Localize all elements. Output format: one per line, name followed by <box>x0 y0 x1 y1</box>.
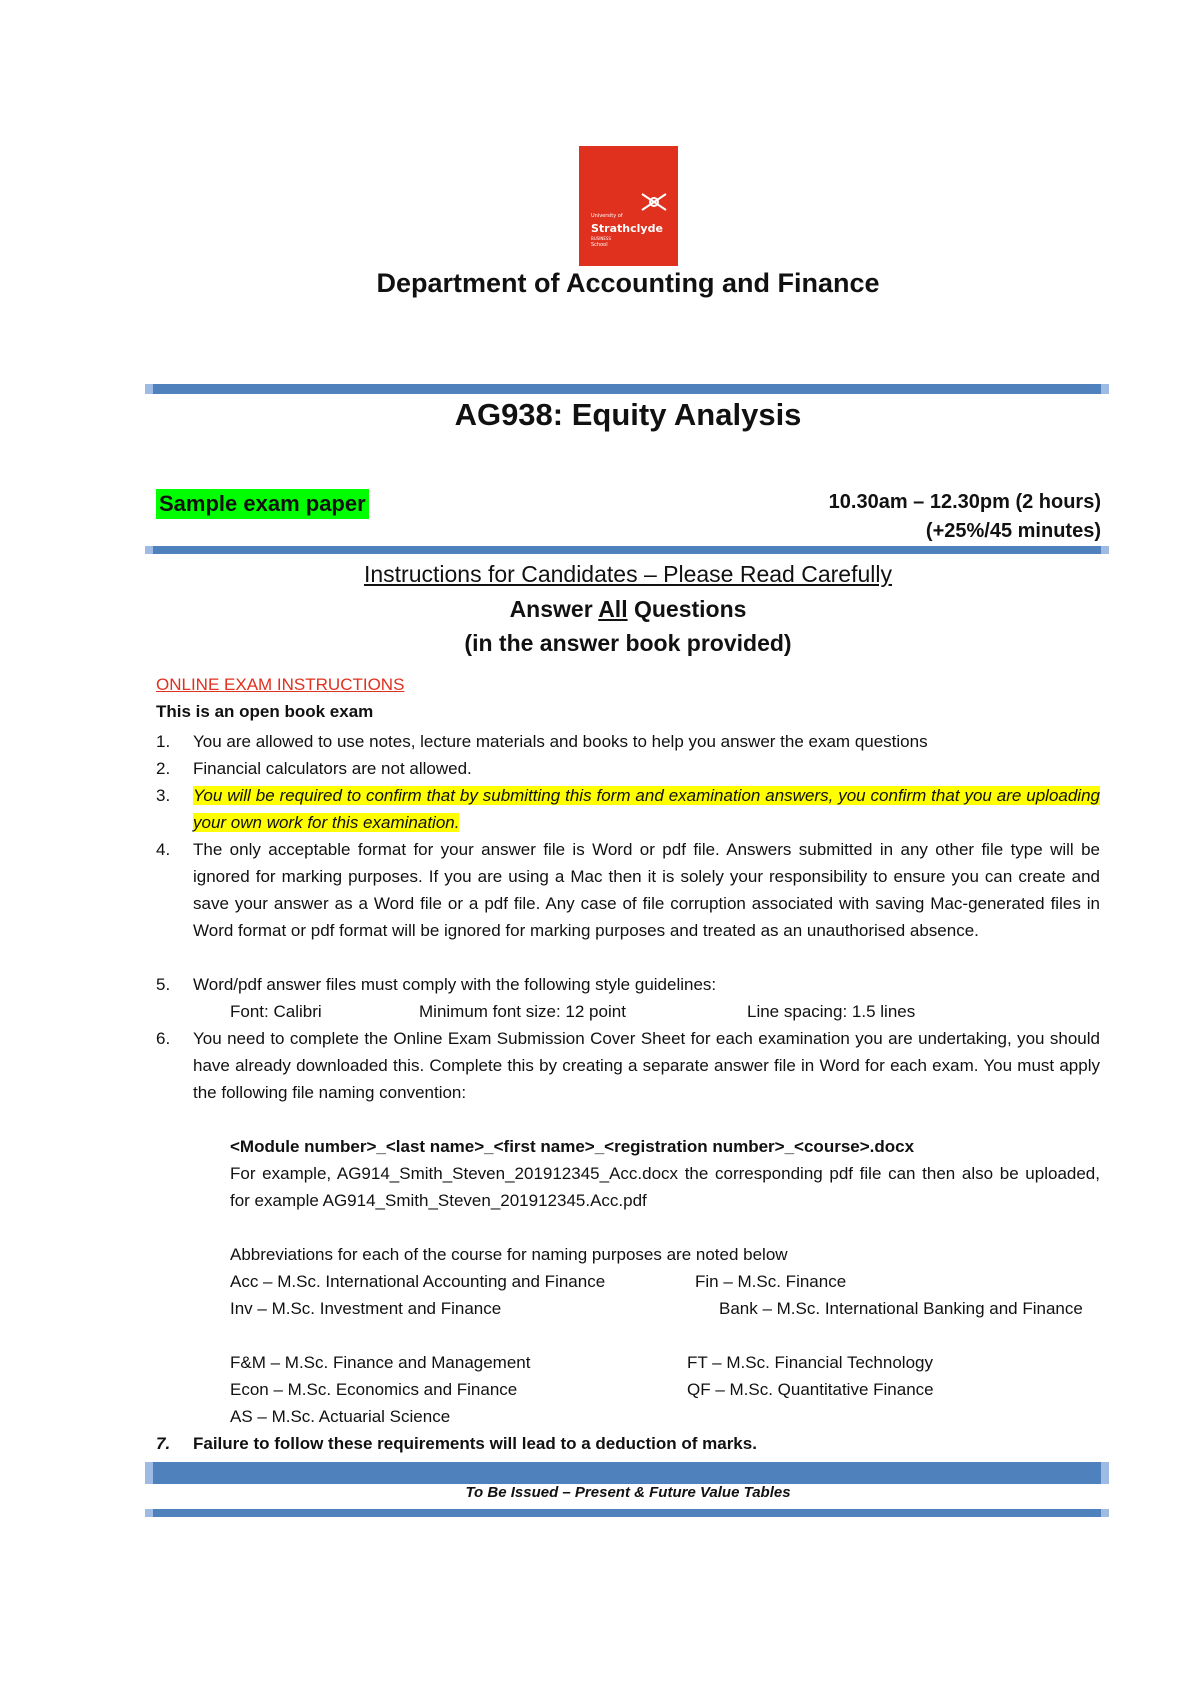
footer-note: To Be Issued – Present & Future Value Tables <box>465 1484 791 1501</box>
item-number: 5. <box>156 975 171 994</box>
abbrev-bank: Bank – M.Sc. International Banking and Finance <box>719 1299 1083 1318</box>
highlighted-text: You will be required to confirm that by submitting this form and examination answers, you confirm that you are uploading your own work for this examination. <box>193 786 1100 832</box>
department-heading: Department of Accounting and Finance <box>376 268 880 298</box>
exam-time <box>829 488 1101 546</box>
answer-suffix: Questions <box>627 596 747 622</box>
instructions-heading: Instructions for Candidates – Please Read Carefully <box>363 561 892 587</box>
instruction-item-highlighted <box>193 782 1100 836</box>
logo-text-strathclyde: Strathclyde <box>591 222 663 235</box>
instruction-item: Financial calculators are not allowed. <box>193 759 472 778</box>
abbrev-inv: Inv – M.Sc. Investment and Finance <box>230 1299 502 1318</box>
instruction-item: You are allowed to use notes, lecture materials and books to help you answer the exam questions <box>193 732 928 751</box>
item-number: 4. <box>156 840 171 859</box>
exam-time-range: 10.30am – 12.30pm (2 hours) <box>828 491 1101 513</box>
abbrev-qf: QF – M.Sc. Quantitative Finance <box>687 1380 934 1399</box>
course-title: AG938: Equity Analysis <box>454 397 802 432</box>
file-naming-example: For example, AG914_Smith_Steven_201912345_Acc.docx the corresponding pdf file can then also be uploaded, for example AG914_Smith_Steven_201912345.Acc.pdf <box>230 1164 1100 1210</box>
answer-prefix: Answer <box>509 596 599 622</box>
item-number: 2. <box>156 759 171 778</box>
abbreviations-intro: Abbreviations for each of the course for naming purposes are noted below <box>230 1245 788 1264</box>
abbrev-fin: Fin – M.Sc. Finance <box>695 1272 847 1291</box>
item-number: 3. <box>156 786 171 805</box>
abbrev-as: AS – M.Sc. Actuarial Science <box>230 1407 451 1426</box>
open-book-note: This is an open book exam <box>156 702 374 721</box>
divider-bar-footer <box>145 1462 1109 1484</box>
sample-exam-label: Sample exam paper <box>156 489 369 519</box>
abbrev-acc: Acc – M.Sc. International Accounting and Finance <box>230 1272 606 1291</box>
style-spacing: Line spacing: 1.5 lines <box>747 1002 916 1021</box>
style-font: Font: Calibri <box>230 1002 322 1021</box>
instruction-item-warning: Failure to follow these requirements will lead to a deduction of marks. <box>193 1434 757 1453</box>
item-number: 1. <box>156 732 171 751</box>
style-min-size: Minimum font size: 12 point <box>419 1002 626 1021</box>
abbrev-econ: Econ – M.Sc. Economics and Finance <box>230 1380 518 1399</box>
item-number: 7. <box>156 1434 171 1453</box>
divider-bar-top <box>145 384 1109 394</box>
abbrev-fm: F&M – M.Sc. Finance and Management <box>230 1353 531 1372</box>
logo-text-school: School <box>591 242 608 248</box>
instruction-item: You need to complete the Online Exam Submission Cover Sheet for each examination you are undertaking, you should have already downloaded this. Complete this by creating a separate answer file in Word for each exam. You must apply the following file naming convention: <box>193 1029 1100 1102</box>
university-logo <box>579 146 678 266</box>
answer-all-emphasis: All <box>598 596 628 622</box>
file-naming-pattern: <Module number>_<last name>_<first name>_<registration number>_<course>.docx <box>230 1137 915 1156</box>
item-number: 6. <box>156 1029 171 1048</box>
divider-bar-bottom <box>145 1509 1109 1517</box>
answer-book-note: (in the answer book provided) <box>464 630 792 656</box>
instruction-item: The only acceptable format for your answer file is Word or pdf file. Answers submitted in any other file type will be ignored for marking purposes. If you are using a Mac then it is solely your responsibility to ensure you can create and save your answer as a Word file or a pdf file. Any case of file corruption associated with saving Mac-generated files in Word format or pdf format will be ignored for marking purposes and treated as an unauthorised absence. <box>193 840 1100 940</box>
divider-bar-middle <box>145 546 1109 554</box>
logo-text-business: BUSINESS <box>591 236 611 241</box>
logo-text-university: University of <box>591 213 623 219</box>
exam-time-extra: (+25%/45 minutes) <box>925 520 1101 542</box>
instruction-item: Word/pdf answer files must comply with the following style guidelines: <box>193 975 717 994</box>
answer-all-heading <box>0 596 1200 623</box>
abbrev-ft: FT – M.Sc. Financial Technology <box>687 1353 933 1372</box>
crest-icon <box>639 190 669 214</box>
online-exam-heading: ONLINE EXAM INSTRUCTIONS <box>156 675 405 694</box>
